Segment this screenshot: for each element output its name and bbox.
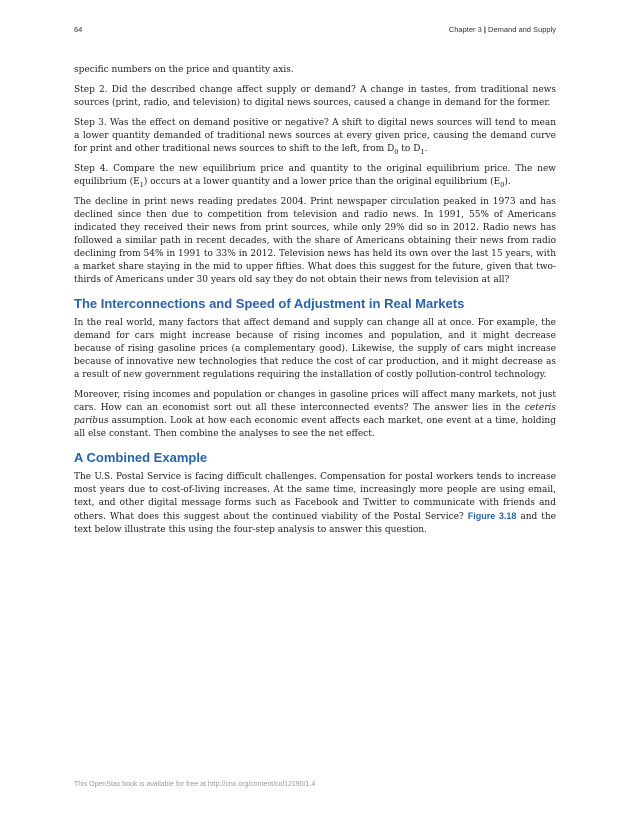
header-separator: | [481,25,489,34]
page-number: 64 [74,25,83,34]
page-header [74,25,556,37]
paragraph-continuation: specific numbers on the price and quantity axis. [74,65,294,75]
chapter-name: Demand and Supply [488,25,556,34]
page-content [74,64,556,544]
figure-link[interactable]: Figure 3.18 [467,511,517,521]
paragraph-ceteris-paribus: Moreover, rising incomes and population or changes in gasoline prices will affect many markets, not just cars. How can an economist sort out all these interconnected events? The answer lies in the ceteris paribus assumption. Look at how each economic event affects each market, one event at a time, holding all else constant. Then combine the analyses to see the net effect. [74,390,556,439]
paragraph-print-news: The decline in print news reading predates 2004. Print newspaper circulation peaked in 1973 and has declined since then due to competition from television and radio news. In 1991, 55% of Americans indicated they received their news from print sources, while only 29% did so in 2012. Radio news has followed a similar path in recent decades, with the share of Americans obtaining their news from radio declining from 54% in 1991 to 33% in 2012. Television news has held its own over the last 15 years, with a market share staying in the mid to upper fifties. What does this suggest for the future, given that two-thirds of Americans under 30 years old say they do not obtain their news from television at all? [74,197,556,285]
paragraph-step-2: Step 2. Did the described change affect supply or demand? A change in tastes, from traditional news sources (print, radio, and television) to digital news sources, caused a change in demand for the former. [74,85,556,108]
section-heading-combined-example: A Combined Example [74,450,208,465]
ceteris-paribus-term: ceteris paribus [74,403,556,426]
paragraph-step-3: Step 3. Was the effect on demand positive or negative? A shift to digital news sources will tend to mean a lower quantity demanded of traditional news sources at every given price, causing the demand curve for print and other traditional news sources to shift to the left, from $D_0$ to $D_1$. [74,118,556,156]
paragraph-real-world: In the real world, many factors that affect demand and supply can change all at once. For example, the demand for cars might increase because of rising incomes and population, and it might decrease because of rising gasoline prices (a complementary good). Likewise, the supply of cars might increase because of innovative new technologies that reduce the cost of car production, and it might decrease as a result of new government regulations requiring the installation of costly pollution-control technology. [74,318,556,380]
chapter-label: Chapter 3 [448,25,482,34]
chapter-title [449,25,556,34]
paragraph-step-4: Step 4. Compare the new equilibrium price and quantity to the original equilibrium price. The new equilibrium $(E_1)$ occurs at a lower quantity and a lower price than the original equilibrium $(E_0)$. [74,164,556,189]
section-heading-interconnections: The Interconnections and Speed of Adjustment in Real Markets [74,296,465,311]
paragraph-postal-service: The U.S. Postal Service is facing difficult challenges. Compensation for postal workers tends to increase most years due to cost-of-living increases. At the same time, increasingly more people are using email, text, and other digital message forms such as Facebook and Twitter to communicate with friends and others. What does this suggest about the continued viability of the Postal Service? Figure 3.18 and the text below illustrate this using the four-step analysis to answer this question. [74,472,556,535]
page-footer: This OpenStax book is available for free at http://cnx.org/content/col12190/1.4 [74,781,316,788]
